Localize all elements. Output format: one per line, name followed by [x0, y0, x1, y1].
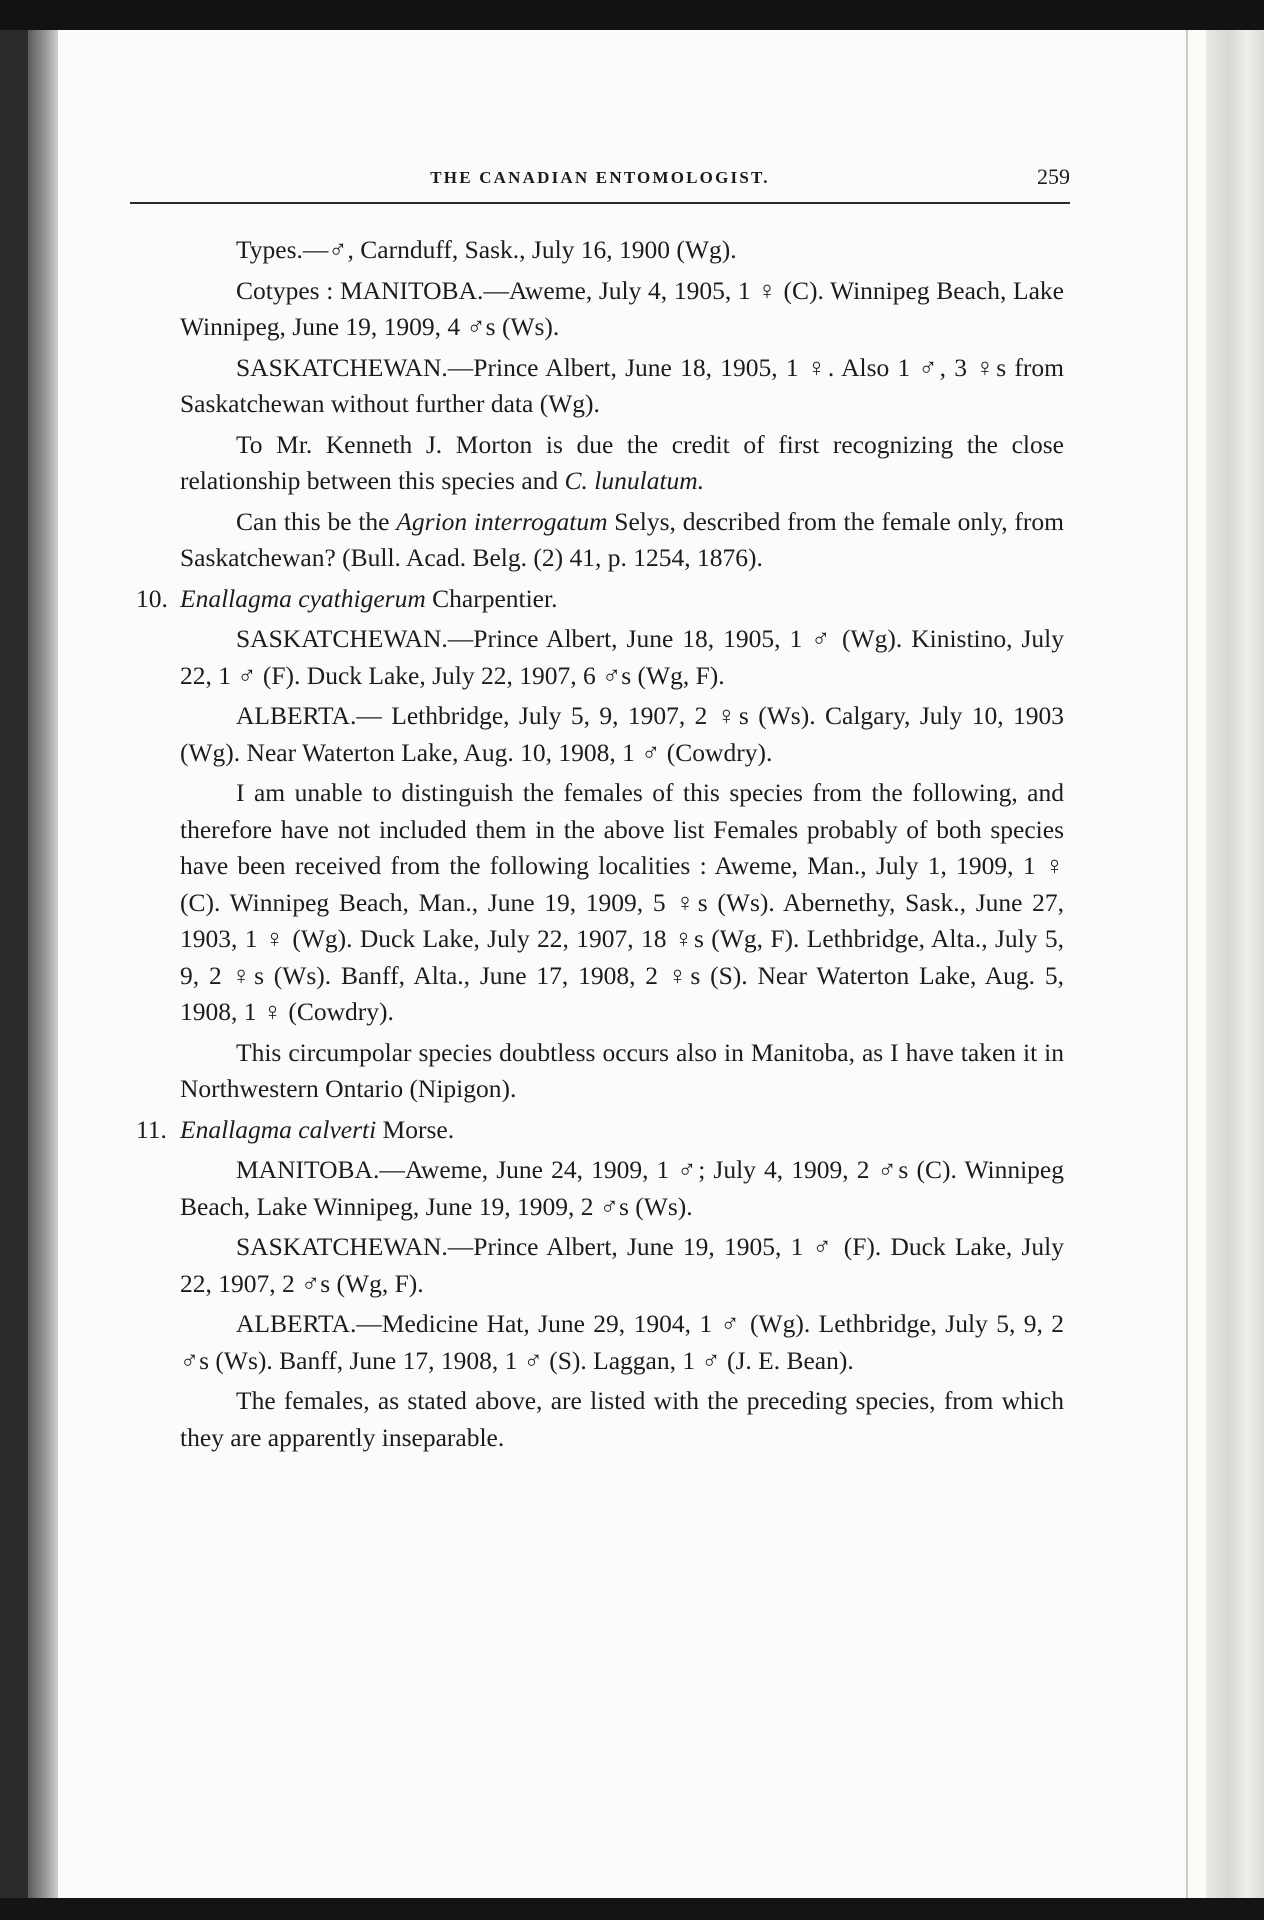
- paragraph-types: Types.—♂, Carnduff, Sask., July 16, 1900 (Wg).: [236, 235, 737, 264]
- paragraph-cotypes: Cotypes : MANITOBA.—Aweme, July 4, 1905, 1 ♀ (C). Winnipeg Beach, Lake Winnipeg, June 19, 1909, 4 ♂s (Ws).: [180, 275, 1064, 341]
- paragraph-females-note: I am unable to distinguish the females of this species from the following, and therefore have not included them in the above list Females probably of both species have been received from the following localities : Aweme, Man., July 1, 1909, 1 ♀ (C). Winnipeg Beach, Man., June 19, 1909, 5 ♀s (Ws). Abernethy, Sask., June 27, 1903, 1 ♀ (Wg). Duck Lake, July 22, 1907, 18 ♀s (Wg, F). Lethbridge, Alta., July 5, 9, 2 ♀s (Ws). Banff, Alta., June 17, 1908, 2 ♀s (S). Near Waterton Lake, Aug. 5, 1908, 1 ♀ (Cowdry).: [180, 778, 1064, 1026]
- species-author: Charpentier.: [425, 583, 558, 613]
- species-entry-11: [136, 1112, 1064, 1149]
- paragraph-morton: [180, 427, 1064, 500]
- header-rule: [130, 202, 1070, 204]
- page-number: 259: [1037, 164, 1070, 189]
- species-name: Enallagma cyathigerum: [180, 583, 426, 613]
- paragraph-females-inseparable: The females, as stated above, are listed with the preceding species, from which they are apparently inseparable.: [180, 1386, 1064, 1452]
- body-text: [136, 232, 1065, 1460]
- paragraph-agrion: [180, 504, 1064, 577]
- running-head: [130, 148, 1070, 192]
- page-gutter-shadow: [28, 30, 58, 1898]
- paragraph-text: Can this be the: [236, 506, 397, 536]
- paragraph-saskatchewan-types: SASKATCHEWAN.—Prince Albert, June 18, 1905, 1 ♀. Also 1 ♂, 3 ♀s from Saskatchewan without further data (Wg).: [180, 352, 1064, 418]
- paragraph-calverti-saskatchewan: SASKATCHEWAN.—Prince Albert, June 19, 1905, 1 ♂ (F). Duck Lake, July 22, 1907, 2 ♂s (Wg, F).: [180, 1232, 1064, 1298]
- paragraph-text: To Mr. Kenneth J. Morton is due the credit of first recognizing the close relationship between this species and: [180, 429, 1064, 495]
- page-right-edge: [1206, 30, 1264, 1898]
- scan-bottom-border: [0, 1898, 1264, 1920]
- journal-title: THE CANADIAN ENTOMOLOGIST.: [430, 168, 770, 187]
- paragraph-cyathigerum-alberta: ALBERTA.— Lethbridge, July 5, 9, 1907, 2 ♀s (Ws). Calgary, July 10, 1903 (Wg). Near Waterton Lake, Aug. 10, 1908, 1 ♂ (Cowdry).: [180, 701, 1064, 767]
- scan-top-border: [0, 0, 1264, 30]
- page-fold-line: [1186, 30, 1188, 1898]
- species-entry-10: [136, 581, 1064, 618]
- scan-left-border: [0, 30, 28, 1898]
- paragraph-circumpolar: This circumpolar species doubtless occurs also in Manitoba, as I have taken it in Northwestern Ontario (Nipigon).: [180, 1037, 1064, 1103]
- paragraph-cyathigerum-saskatchewan: SASKATCHEWAN.—Prince Albert, June 18, 1905, 1 ♂ (Wg). Kinistino, July 22, 1 ♂ (F). Duck Lake, July 22, 1907, 6 ♂s (Wg, F).: [180, 624, 1064, 690]
- entry-number: 11.: [136, 1114, 167, 1144]
- species-name: Enallagma calverti: [180, 1114, 377, 1144]
- paragraph-calverti-manitoba: MANITOBA.—Aweme, June 24, 1909, 1 ♂; July 4, 1909, 2 ♂s (C). Winnipeg Beach, Lake Winnipeg, June 19, 1909, 2 ♂s (Ws).: [180, 1155, 1064, 1221]
- species-name: Agrion interrogatum: [396, 506, 608, 536]
- paragraph-text: Selys, described from the female only, from Saskatchewan? (Bull. Acad. Belg. (2) 41, p. 1254, 1876).: [180, 506, 1065, 572]
- paragraph-calverti-alberta: ALBERTA.—Medicine Hat, June 29, 1904, 1 ♂ (Wg). Lethbridge, July 5, 9, 2 ♂s (Ws). Banff, June 17, 1908, 1 ♂ (S). Laggan, 1 ♂ (J. E. Bean).: [180, 1309, 1064, 1375]
- entry-number: 10.: [136, 583, 168, 613]
- species-name: C. lunulatum.: [564, 466, 705, 495]
- species-author: Morse.: [376, 1114, 455, 1144]
